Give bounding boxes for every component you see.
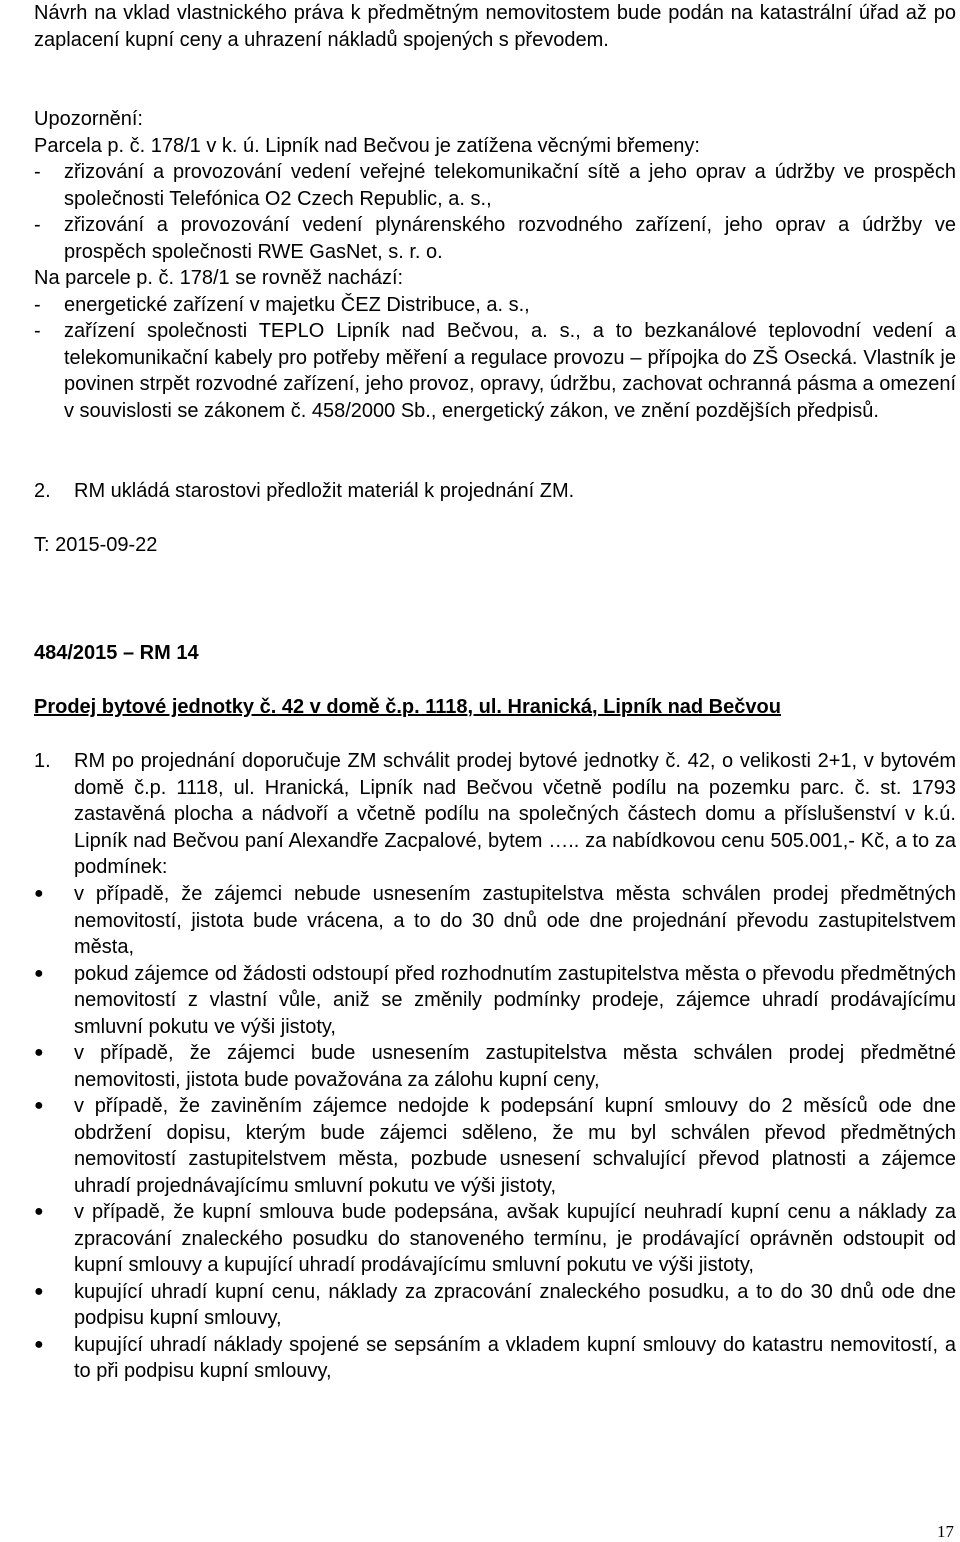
parcel-line: Parcela p. č. 178/1 v k. ú. Lipník nad Bečvou je zatížena věcnými břemeny: bbox=[34, 134, 700, 157]
warning-label: Upozornění: bbox=[34, 108, 143, 130]
list-item: ● v případě, že zájemci nebude usnesením zastupitelstva města schválen prodej předmětných nemovitostí, jistota bude vrácena, a to do 30 dnů ode dne projednání převodu zastupitelstvem města, bbox=[34, 881, 956, 961]
intro-paragraph bbox=[34, 0, 956, 53]
intro-text: Návrh na vklad vlastnického práva k předmětným nemovitostem bude podán na katastrální úřad až po zaplacení kupní ceny a uhrazení nákladů spojených s převodem. bbox=[34, 2, 956, 51]
bullet-icon: ● bbox=[34, 964, 44, 982]
burden-item: - zřizování a provozování vedení veřejné telekomunikační sítě a jeho oprav a údržby ve prospěch společnosti Telefónica O2 Czech Republic, a. s., bbox=[34, 161, 956, 210]
page-number: 17 bbox=[937, 1522, 954, 1541]
list-item: ● kupující uhradí náklady spojené se sepsáním a vkladem kupní smlouvy do katastru nemovitostí, a to při podpisu kupní smlouvy, bbox=[34, 1332, 956, 1385]
conditions-list bbox=[34, 881, 956, 1385]
bullet-icon: ● bbox=[34, 1282, 44, 1300]
resolution-number: 484/2015 – RM 14 bbox=[34, 642, 199, 664]
bullet-icon: ● bbox=[34, 885, 44, 902]
deadline: T: 2015-09-22 bbox=[34, 534, 158, 556]
list-item: ● v případě, že zaviněním zájemce nedojde k podepsání kupní smlouvy do 2 měsíců ode dne obdržení dopisu, kterým bude zájemci sděleno, že mu byl schválen převod předmětných nemovitostí zastupitelstvem města, pozbude usnesení schvalující převod platnosti a zájemce uhradí projednávajícímu smluvní pokutu ve výši jistoty, bbox=[34, 1093, 956, 1199]
bullet-icon: ● bbox=[34, 1203, 44, 1220]
bullet-icon: ● bbox=[34, 1335, 44, 1353]
list-item: ● kupující uhradí kupní cenu, náklady za zpracování znaleckého posudku, a to do 30 dnů ode dne podpisu kupní smlouvy, bbox=[34, 1279, 956, 1332]
item-text: RM po projednání doporučuje ZM schválit prodej bytové jednotky č. 42, o velikosti 2+1, v bytovém domě č.p. 1118, ul. Hranická, Lipník nad Bečvou včetně podílu na pozemku parc. č. st. 1793 zastavěná plocha a nádvoří a včetně podílu na společných částech domu a příslušenství v k.ú. Lipník nad Bečvou paní Alexandře Zacpalové, bytem ….. za nabídkovou cenu 505.001,- Kč, a to za podmínek: bbox=[74, 750, 956, 878]
warning-section bbox=[34, 106, 956, 424]
item-2 bbox=[34, 478, 956, 505]
facility-item: - zařízení společnosti TEPLO Lipník nad Bečvou, a. s., a to bezkanálové teplovodní vedení a telekomunikační kabely pro potřeby měření a regulace provozu – přípojka do ZŠ Osecká. Vlastník je povinen strpět rozvodné zařízení, jeho provoz, opravy, údržbu, zachovat ochranná pásma a omezení v souvislosti se zákonem č. 458/2000 Sb., energetický zákon, ve znění pozdějších předpisů. bbox=[34, 320, 956, 422]
list-item: ● pokud zájemce od žádosti odstoupí před rozhodnutím zastupitelstva města o převodu předmětných nemovitostí z vlastní vůle, aniž se změnily podmínky prodeje, zájemce uhradí prodávajícímu smluvní pokutu ve výši jistoty, bbox=[34, 961, 956, 1041]
bullet-icon: ● bbox=[34, 1097, 44, 1114]
burden-item: - zřizování a provozování vedení plynárenského rozvodného zařízení, jeho oprav a údržby ve prospěch společnosti RWE GasNet, s. r. o. bbox=[34, 214, 956, 263]
bullet-icon: ● bbox=[34, 1044, 44, 1061]
item-number: 2. bbox=[34, 480, 51, 502]
item-text: RM ukládá starostovi předložit materiál k projednání ZM. bbox=[74, 480, 575, 502]
resolution-title: Prodej bytové jednotky č. 42 v domě č.p. 1118, ul. Hranická, Lipník nad Bečvou bbox=[34, 696, 781, 718]
facility-item: - energetické zařízení v majetku ČEZ Distribuce, a. s., bbox=[34, 293, 530, 316]
also-line: Na parcele p. č. 178/1 se rovněž nachází: bbox=[34, 267, 404, 289]
list-item: ● v případě, že kupní smlouva bude podepsána, avšak kupující neuhradí kupní cenu a náklady za zpracování znaleckého posudku do stanoveného termínu, je prodávající oprávněn odstoupit od kupní smlouvy a kupující uhradí prodávajícímu smluvní pokutu ve výši jistoty, bbox=[34, 1199, 956, 1279]
item-1 bbox=[34, 748, 956, 881]
item-number: 1. bbox=[34, 750, 51, 772]
list-item: ● v případě, že zájemci bude usnesením zastupitelstva města schválen prodej předmětné nemovitosti, jistota bude považována za zálohu kupní ceny, bbox=[34, 1040, 956, 1093]
